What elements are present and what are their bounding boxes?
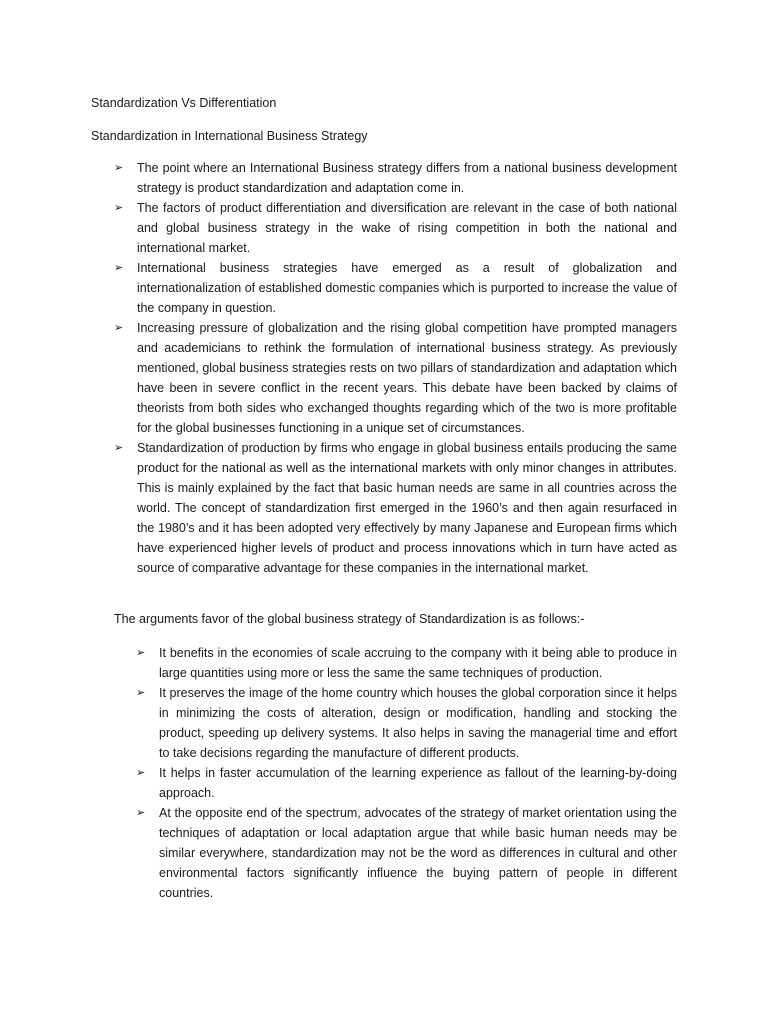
arrow-bullet-icon: ➢ <box>136 767 146 779</box>
list-item-text: International business strategies have emerged as a result of globalization and internationalization of established domestic companies which is purported to increase the value of the company in question. <box>137 261 677 315</box>
list-item-text: The point where an International Business strategy differs from a national business development strategy is product standardization and adaptation come in. <box>137 161 677 195</box>
list-item-text: Standardization of production by firms who engage in global business entails producing the same product for the national as well as the international markets with only minor changes in attributes. This is mainly explained by the fact that basic human needs are same in all countries across the world. The concept of standardization first emerged in the 1960’s and then again resurfaced in the 1980’s and it has been adopted very effectively by many Japanese and European firms which have experienced higher levels of product and process innovations which in turn have acted as source of comparative advantage for these companies in the international market. <box>137 441 677 575</box>
section1-bullet-list <box>114 158 677 578</box>
list-item <box>114 438 677 578</box>
arrow-bullet-icon: ➢ <box>136 647 146 659</box>
arrow-bullet-icon: ➢ <box>114 442 124 454</box>
list-item <box>114 158 677 198</box>
list-item <box>136 763 677 803</box>
list-item <box>136 683 677 763</box>
list-item-text: At the opposite end of the spectrum, advocates of the strategy of market orientation using the techniques of adaptation or local adaptation argue that while basic human needs may be similar everywhere, standardization may not be the word as differences in cultural and other environmental factors significantly influence the buying pattern of people in different countries. <box>159 806 677 900</box>
arrow-bullet-icon: ➢ <box>136 807 146 819</box>
list-item <box>114 198 677 258</box>
list-item <box>114 318 677 438</box>
document-title: Standardization Vs Differentiation <box>91 96 277 110</box>
arrow-bullet-icon: ➢ <box>114 322 124 334</box>
section-subtitle: Standardization in International Business Strategy <box>91 129 368 143</box>
arguments-bullet-list <box>136 643 677 903</box>
list-item-text: Increasing pressure of globalization and the rising global competition have prompted managers and academicians to rethink the formulation of international business strategy. As previously mentioned, global business strategies rests on two pillars of standardization and adaptation which have been in severe conflict in the recent years. This debate have been backed by claims of theorists from both sides who exchanged thoughts regarding which of the two is more profitable for the global businesses functioning in a unique set of circumstances. <box>137 321 677 435</box>
arrow-bullet-icon: ➢ <box>114 202 124 214</box>
list-item-text: It preserves the image of the home country which houses the global corporation since it helps in minimizing the costs of alteration, design or modification, handling and stocking the product, speeding up delivery systems. It also helps in saving the managerial time and effort to take decisions regarding the manufacture of different products. <box>159 686 677 760</box>
list-item-text: It benefits in the economies of scale accruing to the company with it being able to produce in large quantities using more or less the same the same techniques of production. <box>159 646 677 680</box>
list-item <box>114 258 677 318</box>
arguments-intro: The arguments favor of the global business strategy of Standardization is as follows:- <box>114 612 585 626</box>
arrow-bullet-icon: ➢ <box>114 162 124 174</box>
list-item-text: It helps in faster accumulation of the learning experience as fallout of the learning-by-doing approach. <box>159 766 677 800</box>
arrow-bullet-icon: ➢ <box>136 687 146 699</box>
list-item-text: The factors of product differentiation and diversification are relevant in the case of both national and global business strategy in the wake of rising competition in both the national and international market. <box>137 201 677 255</box>
list-item <box>136 803 677 903</box>
list-item <box>136 643 677 683</box>
arrow-bullet-icon: ➢ <box>114 262 124 274</box>
